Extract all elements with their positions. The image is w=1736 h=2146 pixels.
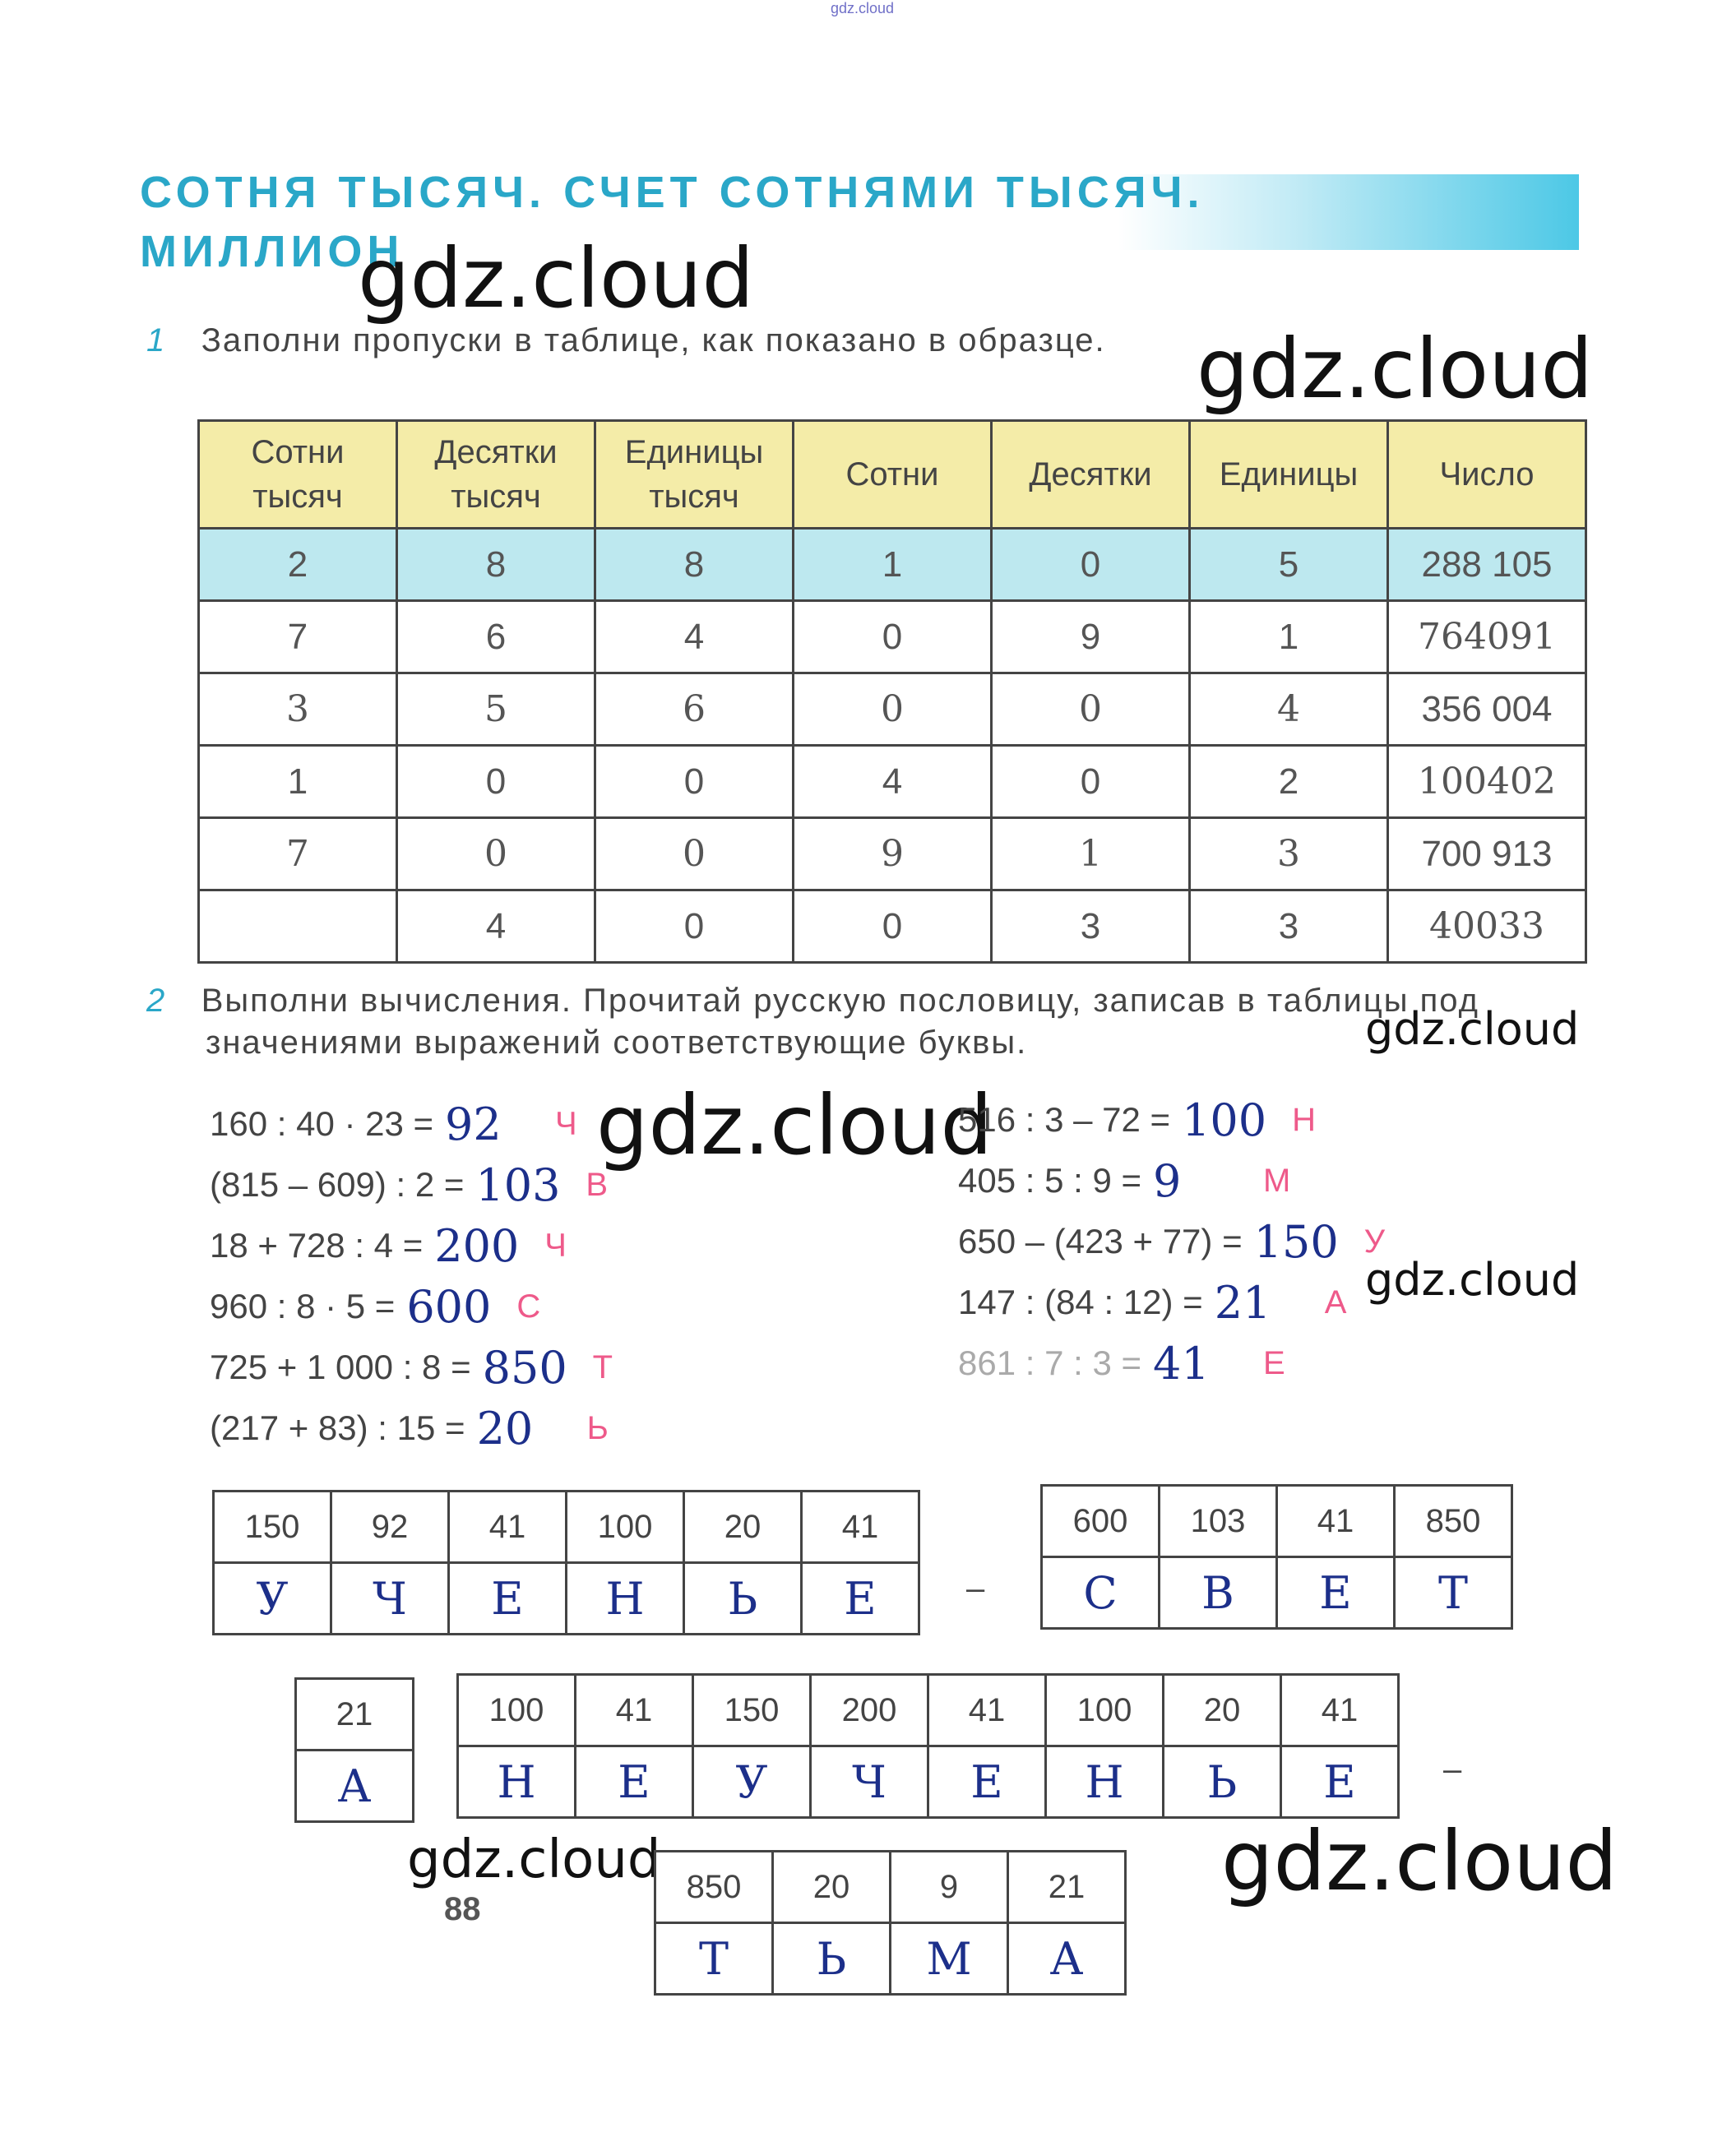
table-cell: 0 (794, 890, 992, 963)
proverb-table-d (456, 1673, 1400, 1819)
value-cell: 100 (458, 1675, 576, 1746)
letter-cell: А (296, 1751, 414, 1822)
table-cell-answer: 0 (595, 818, 794, 890)
value-cell: 150 (214, 1492, 331, 1563)
letter-cell: Т (655, 1923, 773, 1995)
table-cell: 2 (1190, 746, 1388, 818)
letter-row (458, 1746, 1399, 1818)
letter-cell: В (1160, 1557, 1277, 1629)
letter-cell: Н (1046, 1746, 1164, 1818)
expression-row: (217 + 83) : 15 = 20 Ь (210, 1402, 609, 1455)
value-cell: 21 (1008, 1852, 1126, 1923)
value-cell: 41 (1277, 1486, 1395, 1557)
header-cell: Десятки тысяч (397, 421, 595, 529)
value-cell: 41 (802, 1492, 919, 1563)
expression-row: 18 + 728 : 4 = 200 Ч (210, 1219, 567, 1272)
letter-row (214, 1563, 919, 1635)
proverb-table-b (1040, 1484, 1513, 1630)
header-cell: Сотни тысяч (199, 421, 397, 529)
table-cell-answer: 3 (199, 673, 397, 746)
header-watermark: gdz.cloud (831, 0, 895, 16)
header-cell: Число (1388, 421, 1586, 529)
table-cell: 0 (595, 890, 794, 963)
value-cell: 41 (928, 1675, 1046, 1746)
value-row (1042, 1486, 1512, 1557)
value-cell: 150 (693, 1675, 811, 1746)
expression-row: 861 : 7 : 3 = 41 Е (958, 1337, 1285, 1390)
table-cell: 7 (199, 601, 397, 673)
header-cell: Сотни (794, 421, 992, 529)
expression-row: 650 – (423 + 77) = 150 У (958, 1215, 1386, 1268)
table-cell-answer: 1 (992, 818, 1190, 890)
dash-separator: – (1443, 1751, 1462, 1788)
value-cell: 9 (891, 1852, 1008, 1923)
task2-number: 2 (146, 983, 165, 1019)
value-cell: 850 (1395, 1486, 1512, 1557)
value-cell: 100 (1046, 1675, 1164, 1746)
table-cell: 1 (794, 529, 992, 601)
table-cell: 288 105 (1388, 529, 1586, 601)
table-cell-answer: 100402 (1388, 746, 1586, 818)
task2-text-line-2: значениями выражений соответствующие буквы. (206, 1024, 1028, 1061)
expression-row: (815 – 609) : 2 = 103 В (210, 1159, 609, 1211)
dash-separator: – (966, 1570, 985, 1607)
value-cell: 20 (773, 1852, 891, 1923)
letter-cell: У (693, 1746, 811, 1818)
table-cell: 356 004 (1388, 673, 1586, 746)
table-cell: 6 (397, 601, 595, 673)
table-cell: 2 (199, 529, 397, 601)
table-cell-answer: 40033 (1388, 890, 1586, 963)
table-cell: 8 (397, 529, 595, 601)
table-cell: 4 (397, 890, 595, 963)
letter-cell: Н (458, 1746, 576, 1818)
value-cell: 41 (576, 1675, 693, 1746)
value-cell: 200 (811, 1675, 928, 1746)
header-cell: Единицы (1190, 421, 1388, 529)
value-row (655, 1852, 1126, 1923)
expression-row: 405 : 5 : 9 = 9 М (958, 1154, 1291, 1207)
table-row (199, 890, 1586, 963)
value-cell: 21 (296, 1679, 414, 1751)
task1-instruction (146, 322, 1106, 359)
table-cell: 1 (1190, 601, 1388, 673)
table-cell: 0 (794, 601, 992, 673)
watermark: gdz.cloud (358, 230, 755, 326)
value-cell: 100 (567, 1492, 684, 1563)
expressions-right (958, 1089, 1385, 1394)
expression-row: 147 : (84 : 12) = 21 А (958, 1276, 1347, 1329)
table-cell-answer: 0 (794, 673, 992, 746)
table-cell-answer: 5 (397, 673, 595, 746)
header-cell: Десятки (992, 421, 1190, 529)
value-row (458, 1675, 1399, 1746)
table-cell: 4 (794, 746, 992, 818)
letter-cell: Е (1277, 1557, 1395, 1629)
letter-row (1042, 1557, 1512, 1629)
table-cell: 0 (992, 746, 1190, 818)
watermark: gdz.cloud (1365, 1254, 1580, 1306)
table-cell-answer: 4 (1190, 673, 1388, 746)
table-cell-answer: 0 (397, 818, 595, 890)
expression-row: 725 + 1 000 : 8 = 850 Т (210, 1341, 613, 1394)
letter-cell: Е (449, 1563, 567, 1635)
table-row (199, 746, 1586, 818)
letter-cell: У (214, 1563, 331, 1635)
value-cell: 41 (1281, 1675, 1399, 1746)
task1-text: Заполни пропуски в таблице, как показано в образце. (201, 322, 1106, 358)
letter-cell: Ь (773, 1923, 891, 1995)
table-cell: 3 (1190, 890, 1388, 963)
watermark: gdz.cloud (407, 1829, 661, 1890)
task2-text-line-1: Выполни вычисления. Прочитай русскую пословицу, записав в таблицы под (201, 983, 1479, 1019)
watermark: gdz.cloud (1197, 321, 1594, 417)
letter-cell: М (891, 1923, 1008, 1995)
watermark: gdz.cloud (596, 1077, 993, 1173)
value-row (296, 1679, 414, 1751)
value-cell: 103 (1160, 1486, 1277, 1557)
letter-cell: Ч (331, 1563, 449, 1635)
table-cell (199, 890, 397, 963)
table-cell: 1 (199, 746, 397, 818)
letter-row (296, 1751, 414, 1822)
table-cell: 0 (397, 746, 595, 818)
watermark: gdz.cloud (1221, 1813, 1618, 1909)
letter-cell: А (1008, 1923, 1126, 1995)
table-cell-answer: 9 (794, 818, 992, 890)
proverb-table-a (212, 1490, 920, 1635)
letter-cell: Т (1395, 1557, 1512, 1629)
table-cell-answer: 764091 (1388, 601, 1586, 673)
table-cell: 0 (992, 529, 1190, 601)
table-cell: 4 (595, 601, 794, 673)
value-cell: 850 (655, 1852, 773, 1923)
page-number: 88 (444, 1891, 481, 1927)
letter-cell: Н (567, 1563, 684, 1635)
letter-cell: Е (576, 1746, 693, 1818)
place-value-table (197, 419, 1587, 964)
value-row (214, 1492, 919, 1563)
table-cell: 3 (992, 890, 1190, 963)
expression-row: 160 : 40 · 23 = 92 Ч (210, 1098, 577, 1150)
table-row (199, 673, 1586, 746)
value-cell: 600 (1042, 1486, 1160, 1557)
letter-row (655, 1923, 1126, 1995)
expressions-left (210, 1094, 613, 1459)
table-cell-answer: 6 (595, 673, 794, 746)
proverb-table-c (294, 1677, 414, 1823)
table-cell-answer: 0 (992, 673, 1190, 746)
letter-cell: Е (1281, 1746, 1399, 1818)
table-cell: 8 (595, 529, 794, 601)
table-row-sample (199, 529, 1586, 601)
letter-cell: Е (802, 1563, 919, 1635)
expression-row: 960 : 8 · 5 = 600 С (210, 1280, 541, 1333)
table-row (199, 818, 1586, 890)
task1-number: 1 (146, 322, 165, 358)
letter-cell: Ь (684, 1563, 802, 1635)
title-line-2: МИЛЛИОН (140, 227, 405, 276)
value-cell: 20 (684, 1492, 802, 1563)
proverb-table-e (654, 1850, 1127, 1996)
table-row (199, 601, 1586, 673)
table-cell-answer: 7 (199, 818, 397, 890)
value-cell: 92 (331, 1492, 449, 1563)
table-cell: 5 (1190, 529, 1388, 601)
letter-cell: Ч (811, 1746, 928, 1818)
header-cell: Единицы тысяч (595, 421, 794, 529)
table-cell: 700 913 (1388, 818, 1586, 890)
watermark: gdz.cloud (1365, 1003, 1580, 1055)
table-cell: 0 (595, 746, 794, 818)
letter-cell: Ь (1164, 1746, 1281, 1818)
task2-instruction (146, 983, 1594, 1061)
value-cell: 20 (1164, 1675, 1281, 1746)
expression-row: 516 : 3 – 72 = 100 Н (958, 1094, 1316, 1146)
letter-cell: С (1042, 1557, 1160, 1629)
letter-cell: Е (928, 1746, 1046, 1818)
value-cell: 41 (449, 1492, 567, 1563)
table-header-row (199, 421, 1586, 529)
table-cell-answer: 3 (1190, 818, 1388, 890)
title-line-1: СОТНЯ ТЫСЯЧ. СЧЕТ СОТНЯМИ ТЫСЯЧ. (140, 168, 1205, 217)
table-cell: 9 (992, 601, 1190, 673)
